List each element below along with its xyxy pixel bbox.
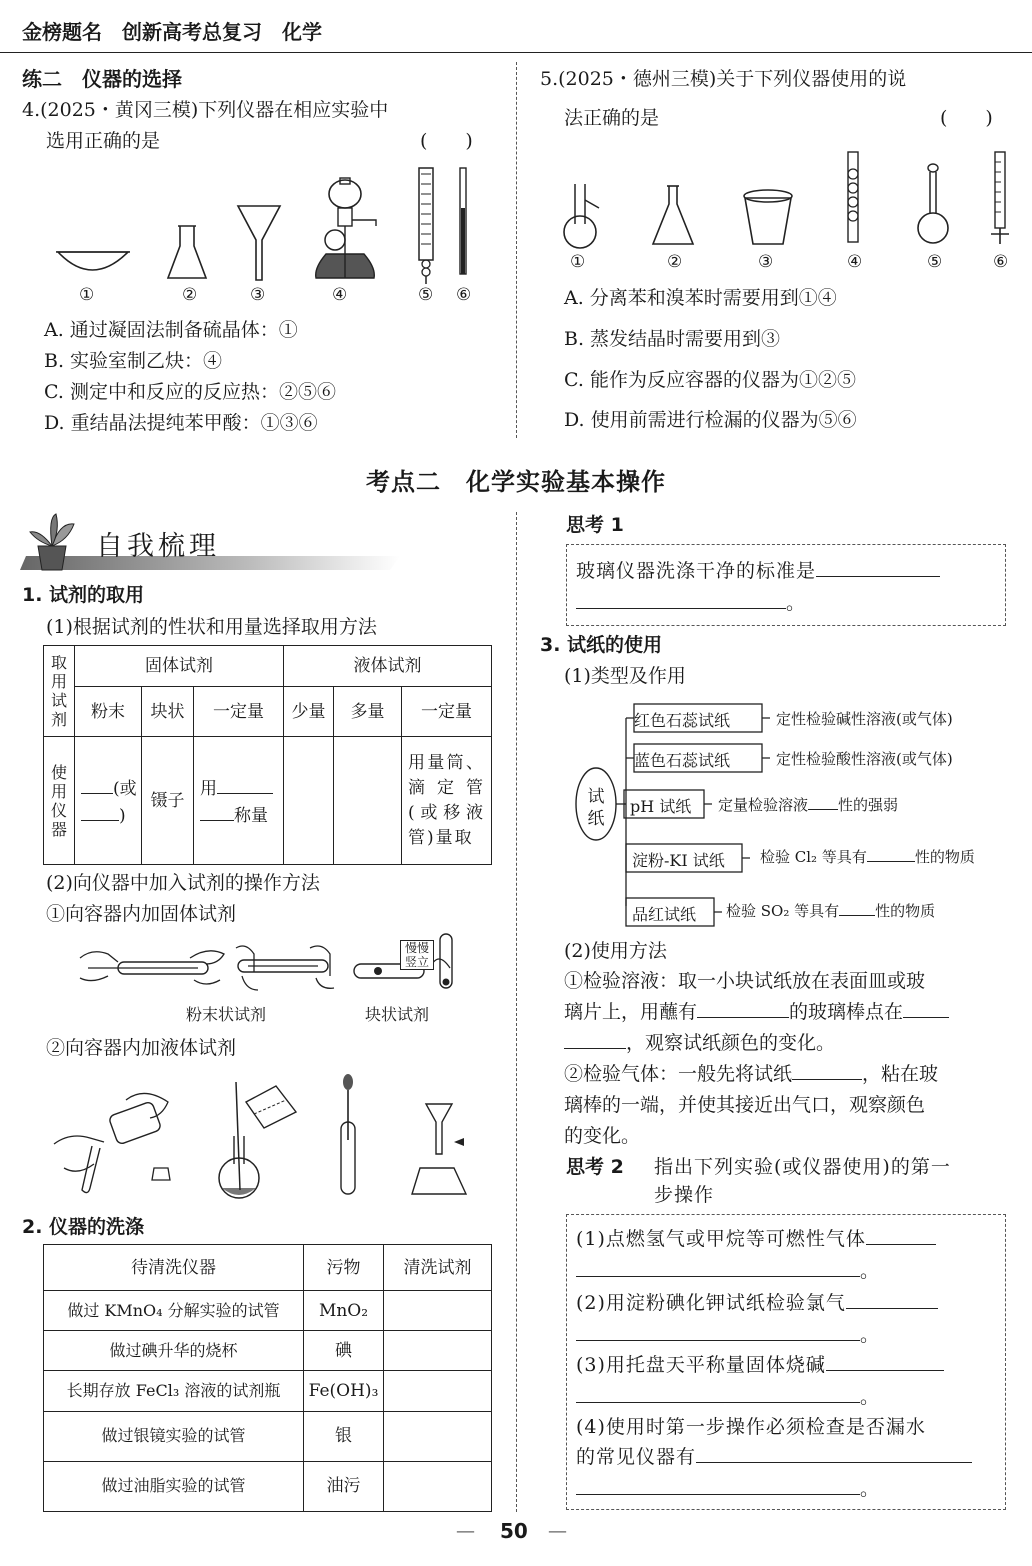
q5-label-4: ④	[847, 252, 863, 272]
section-title: 考点二 化学实验基本操作	[366, 468, 666, 496]
q5-option-b: B. 蒸发结晶时需要用到③	[564, 328, 781, 350]
self-review-banner-text: 自我梳理	[96, 531, 220, 562]
paper-red-litmus-desc: 定性检验碱性溶液(或气体)	[776, 710, 953, 728]
paper-starch-ki-desc	[760, 846, 975, 867]
q5-apparatus-figure	[555, 148, 1015, 258]
think2-stem1: 指出下列实验(或仪器使用)的第一	[654, 1156, 951, 1178]
s1-sub2: (2)向仪器中加入试剂的操作方法	[46, 872, 320, 894]
answer-blank[interactable]	[866, 1225, 936, 1245]
think2-q2-line2	[576, 1320, 879, 1350]
answer-blank[interactable]	[200, 801, 234, 821]
s1-solid-heading: ①向容器内加固体试剂	[46, 903, 237, 925]
think2-q4-line1: (4)使用时第一步操作必须检查是否漏水	[576, 1416, 926, 1438]
q4-label-3: ③	[250, 285, 266, 305]
q4-label-5: ⑤	[418, 285, 434, 305]
think2-q2-line1	[576, 1288, 938, 1318]
desc-text: 性的物质	[875, 902, 936, 920]
answer-blank[interactable]	[576, 1321, 860, 1341]
answer-blank[interactable]	[576, 1257, 860, 1277]
reagent-table-sub-large: 多量	[334, 687, 402, 737]
washing-table-row1-dirt: MnO₂	[304, 1291, 384, 1331]
answer-blank[interactable]	[903, 998, 949, 1018]
think1-line1	[576, 556, 940, 586]
desc-text: 定量检验溶液	[718, 796, 809, 814]
desc-text: 性的强弱	[838, 796, 899, 814]
paper-magenta-desc	[726, 900, 935, 921]
q4-label-2: ②	[182, 285, 198, 305]
answer-blank[interactable]	[81, 774, 113, 794]
footer-dash-right: —	[548, 1520, 567, 1542]
washing-table-row4-reagent[interactable]	[384, 1411, 492, 1461]
block-caption: 块状试剂	[365, 1005, 430, 1024]
reagent-table-cell-powder	[75, 737, 142, 865]
washing-table	[43, 1244, 492, 1512]
text: 。	[860, 1478, 880, 1500]
practice-heading: 练二 仪器的选择	[22, 67, 182, 91]
text: 。	[860, 1260, 880, 1282]
reagent-table-sub-fixed-liquid: 一定量	[402, 687, 492, 737]
q4-option-b: B. 实验室制乙炔：④	[44, 350, 223, 372]
cell-text: )	[119, 805, 126, 826]
cell-text: 用	[200, 778, 217, 799]
method2-line1	[564, 1059, 938, 1089]
reagent-table	[43, 645, 492, 865]
s1-liquid-heading: ②向容器内加液体试剂	[46, 1037, 237, 1059]
answer-blank[interactable]	[816, 557, 940, 577]
q4-option-a: A. 通过凝固法制备硫晶体：①	[44, 319, 298, 341]
washing-table-header-dirt: 污物	[304, 1245, 384, 1291]
text: 璃片上，用蘸有	[564, 1001, 698, 1023]
column-divider-top	[516, 62, 517, 438]
method1-line2	[564, 997, 949, 1027]
think1-text: 玻璃仪器洗涤干净的标准是	[576, 560, 817, 582]
think2-q4-line2	[576, 1442, 972, 1472]
washing-table-row4-instrument: 做过银镜实验的试管	[44, 1411, 304, 1461]
q4-apparatus-figure	[40, 160, 510, 300]
washing-table-row2-dirt: 碘	[304, 1331, 384, 1371]
cell-text: (或	[113, 778, 137, 799]
text: (1)点燃氢气或甲烷等可燃性气体	[576, 1228, 866, 1250]
think2-stem2: 步操作	[654, 1184, 715, 1206]
q5-label-5: ⑤	[927, 252, 943, 272]
q4-answer-paren: ( )	[420, 130, 473, 152]
text: (2)用淀粉碘化钾试纸检验氯气	[576, 1292, 846, 1314]
q5-label-2: ②	[667, 252, 683, 272]
think2-q1-line2	[576, 1256, 879, 1286]
washing-table-row2-reagent[interactable]	[384, 1331, 492, 1371]
cell-text: 称量	[234, 805, 268, 826]
think2-q4-line3	[576, 1474, 879, 1504]
washing-table-row3-reagent[interactable]	[384, 1371, 492, 1411]
washing-table-row1-reagent[interactable]	[384, 1291, 492, 1331]
answer-blank[interactable]	[696, 1443, 972, 1463]
answer-blank[interactable]	[576, 589, 786, 609]
think1-end: 。	[786, 592, 806, 614]
text: 的常见仪器有	[576, 1446, 697, 1468]
answer-blank[interactable]	[808, 794, 838, 810]
text: 。	[860, 1324, 880, 1346]
answer-blank[interactable]	[839, 900, 875, 916]
think2-label: 思考 2	[566, 1156, 624, 1178]
text: ，观察试纸颜色的变化。	[626, 1032, 836, 1054]
washing-table-row5-dirt: 油污	[304, 1461, 384, 1511]
washing-table-row1-instrument: 做过 KMnO₄ 分解实验的试管	[44, 1291, 304, 1331]
paper-blue-litmus-name: 蓝色石蕊试纸	[634, 751, 731, 770]
paper-blue-litmus-desc: 定性检验酸性溶液(或气体)	[776, 750, 953, 768]
s3-title: 3. 试纸的使用	[540, 634, 663, 656]
q4-label-4: ④	[332, 285, 348, 305]
s1-sub1: (1)根据试剂的性状和用量选择取用方法	[46, 616, 377, 638]
test-paper-center-label: 试纸	[587, 787, 605, 829]
text: 的玻璃棒点在	[789, 1001, 904, 1023]
washing-table-row2-instrument: 做过碘升华的烧杯	[44, 1331, 304, 1371]
method1-line1: ①检验溶液：取一小块试纸放在表面皿或玻	[564, 970, 926, 992]
s2-title: 2. 仪器的洗涤	[22, 1216, 145, 1238]
paper-magenta-name: 品红试纸	[632, 905, 697, 924]
answer-blank[interactable]	[826, 1351, 944, 1371]
reagent-table-col0-header: 取用试剂	[44, 646, 75, 737]
answer-blank[interactable]	[792, 1060, 862, 1080]
reagent-table-row-header: 使用仪器	[44, 737, 75, 865]
q5-option-a: A. 分离苯和溴苯时需要用到①④	[564, 287, 837, 309]
q4-label-1: ①	[79, 285, 95, 305]
q5-stem-line1: 5.(2025・德州三模)关于下列仪器使用的说	[540, 68, 907, 90]
reagent-table-liquid-header: 液体试剂	[284, 646, 492, 687]
text: (3)用托盘天平称量固体烧碱	[576, 1354, 826, 1376]
slow-upright-label: 慢慢竖立	[400, 940, 434, 970]
paper-ph-desc	[718, 794, 898, 815]
s1-title: 1. 试剂的取用	[22, 584, 145, 606]
q5-answer-paren: ( )	[940, 107, 993, 129]
method2-line3: 的变化。	[564, 1125, 641, 1147]
reagent-table-cell-large[interactable]	[334, 737, 402, 865]
s3-sub1: (1)类型及作用	[564, 665, 686, 687]
answer-blank[interactable]	[81, 801, 119, 821]
washing-table-row5-reagent[interactable]	[384, 1461, 492, 1511]
reagent-table-cell-block: 镊子	[142, 737, 194, 865]
washing-table-row3-instrument: 长期存放 FeCl₃ 溶液的试剂瓶	[44, 1371, 304, 1411]
column-divider-bottom	[516, 512, 517, 1512]
washing-table-row3-dirt: Fe(OH)₃	[304, 1371, 384, 1411]
footer-dash-left: —	[456, 1520, 475, 1542]
q4-option-d: D. 重结晶法提纯苯甲酸：①③⑥	[44, 412, 318, 434]
header-rule	[0, 52, 1032, 53]
desc-text: 检验 SO₂ 等具有	[726, 902, 840, 920]
answer-blank[interactable]	[217, 774, 273, 794]
answer-blank[interactable]	[576, 1383, 860, 1403]
q4-stem-line1: 4.(2025・黄冈三模)下列仪器在相应实验中	[22, 99, 389, 121]
desc-text: 检验 Cl₂ 等具有	[760, 848, 867, 866]
method1-line3	[564, 1028, 835, 1058]
reagent-table-cell-liquid-fixed: 用量筒、滴定管(或移液管)量取	[402, 737, 492, 865]
desc-text: 性的物质	[914, 848, 975, 866]
reagent-table-sub-powder: 粉末	[75, 687, 142, 737]
reagent-table-sub-block: 块状	[142, 687, 194, 737]
washing-table-header-reagent: 清洗试剂	[384, 1245, 492, 1291]
q5-label-6: ⑥	[993, 252, 1009, 272]
answer-blank[interactable]	[846, 1289, 938, 1309]
reagent-table-cell-fixed	[194, 737, 284, 865]
think2-q3-line2	[576, 1382, 879, 1412]
q4-label-6: ⑥	[456, 285, 472, 305]
reagent-table-sub-small: 少量	[284, 687, 334, 737]
q4-option-c: C. 测定中和反应的反应热：②⑤⑥	[44, 381, 336, 403]
text: ②检验气体：一般先将试纸	[564, 1063, 793, 1085]
think1-label: 思考 1	[566, 514, 624, 536]
think2-q1-line1	[576, 1224, 936, 1254]
q5-option-c: C. 能作为反应容器的仪器为①②⑤	[564, 369, 856, 391]
text: 。	[860, 1386, 880, 1408]
page-number: 50	[500, 1519, 528, 1543]
answer-blank[interactable]	[564, 1029, 626, 1049]
reagent-table-cell-small[interactable]	[284, 737, 334, 865]
s3-sub2: (2)使用方法	[564, 940, 667, 962]
method2-line2: 璃棒的一端，并使其接近出气口，观察颜色	[564, 1094, 926, 1116]
paper-red-litmus-name: 红色石蕊试纸	[634, 711, 731, 730]
washing-table-header-instrument: 待清洗仪器	[44, 1245, 304, 1291]
reagent-table-solid-header: 固体试剂	[75, 646, 284, 687]
answer-blank[interactable]	[867, 846, 915, 862]
powder-caption: 粉末状试剂	[186, 1005, 267, 1024]
q5-stem-line2: 法正确的是	[564, 107, 660, 129]
paper-ph-name: pH 试纸	[630, 797, 692, 816]
think2-q3-line1	[576, 1350, 944, 1380]
washing-table-row5-instrument: 做过油脂实验的试管	[44, 1461, 304, 1511]
washing-table-row4-dirt: 银	[304, 1411, 384, 1461]
reagent-table-sub-fixed: 一定量	[194, 687, 284, 737]
liquid-reagent-figure	[50, 1072, 480, 1202]
q5-label-1: ①	[570, 252, 586, 272]
q5-label-3: ③	[758, 252, 774, 272]
q4-stem-line2: 选用正确的是	[46, 130, 161, 152]
paper-starch-ki-name: 淀粉-KI 试纸	[632, 851, 725, 870]
answer-blank[interactable]	[576, 1475, 860, 1495]
think1-line2	[576, 588, 805, 618]
text: ，粘在玻	[862, 1063, 939, 1085]
q5-option-d: D. 使用前需进行检漏的仪器为⑤⑥	[564, 409, 857, 431]
page-header: 金榜题名 创新高考总复习 化学	[22, 20, 322, 44]
answer-blank[interactable]	[697, 998, 789, 1018]
